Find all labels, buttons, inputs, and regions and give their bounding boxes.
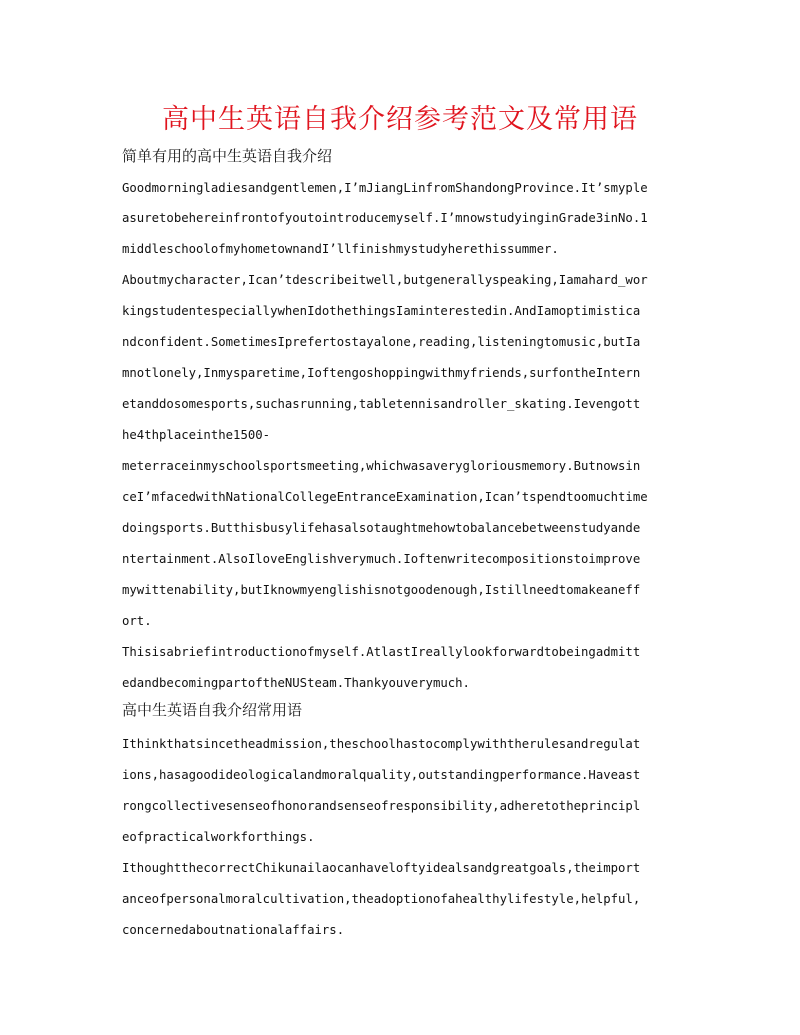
paragraph-line: ceI’mfacedwithNationalCollegeEntranceExamination,Ican’tspendtoomuchtime: [122, 490, 648, 504]
paragraph-line: Goodmorningladiesandgentlemen,I’mJiangLinfromShandongProvince.It’smyple: [122, 181, 648, 195]
paragraph-line: anceofpersonalmoralcultivation,theadoptionofahealthylifestyle,helpful,: [122, 892, 641, 906]
paragraph-line: mnotlonely,Inmysparetime,Ioftengoshoppingwithmyfriends,surfontheIntern: [122, 366, 641, 380]
paragraph-line: kingstudentespeciallywhenIdothethingsIaminterestedin.AndIamoptimistica: [122, 304, 641, 318]
paragraph-line: rongcollectivesenseofhonorandsenseofresponsibility,adheretotheprincipl: [122, 799, 641, 813]
paragraph-line: Ithinkthatsincetheadmission,theschoolhastocomplywiththerulesandregulat: [122, 737, 641, 751]
paragraph-line: concernedaboutnationalaffairs.: [122, 923, 345, 937]
section-heading-1: 简单有用的高中生英语自我介绍: [122, 147, 333, 165]
section-heading-2: 高中生英语自我介绍常用语: [122, 701, 303, 719]
paragraph-line: Aboutmycharacter,Ican’tdescribeitwell,butgenerallyspeaking,Iamahard_wor: [122, 273, 648, 287]
paragraph-line: he4thplaceinthe1500-: [122, 428, 271, 442]
paragraph-line: asuretobehereinfrontofyoutointroducemyself.I’mnowstudyinginGrade3inNo.1: [122, 211, 648, 225]
paragraph-line: etanddosomesports,suchasrunning,tabletennisandroller_skating.Ievengott: [122, 397, 641, 411]
paragraph-line: IthoughtthecorrectChikunailaocanhaveloftyidealsandgreatgoals,theimport: [122, 861, 641, 875]
paragraph-line: ort.: [122, 614, 152, 628]
paragraph-line: ions,hasagoodideologicalandmoralquality,outstandingperformance.Haveast: [122, 768, 641, 782]
paragraph-line: ndconfident.SometimesIprefertostayalone,reading,listeningtomusic,butIa: [122, 335, 641, 349]
paragraph-line: doingsports.Butthisbusylifehasalsotaughtmehowtobalancebetweenstudyande: [122, 521, 641, 535]
paragraph-line: ntertainment.AlsoIloveEnglishverymuch.Ioftenwritecompositionstoimprove: [122, 552, 641, 566]
paragraph-line: edandbecomingpartoftheNUSteam.Thankyouverymuch.: [122, 676, 470, 690]
paragraph-line: Thisisabriefintroductionofmyself.AtlastIreallylookforwardtobeingadmitt: [122, 645, 641, 659]
paragraph-line: eofpracticalworkforthings.: [122, 830, 315, 844]
paragraph-line: meterraceinmyschoolsportsmeeting,whichwasaverygloriousmemory.Butnowsin: [122, 459, 641, 473]
paragraph-line: middleschoolofmyhometownandI’llfinishmystudyherethissummer.: [122, 242, 559, 256]
document-title: 高中生英语自我介绍参考范文及常用语: [162, 104, 638, 135]
paragraph-line: mywittenability,butIknowmyenglishisnotgoodenough,Istillneedtomakeaneff: [122, 583, 641, 597]
